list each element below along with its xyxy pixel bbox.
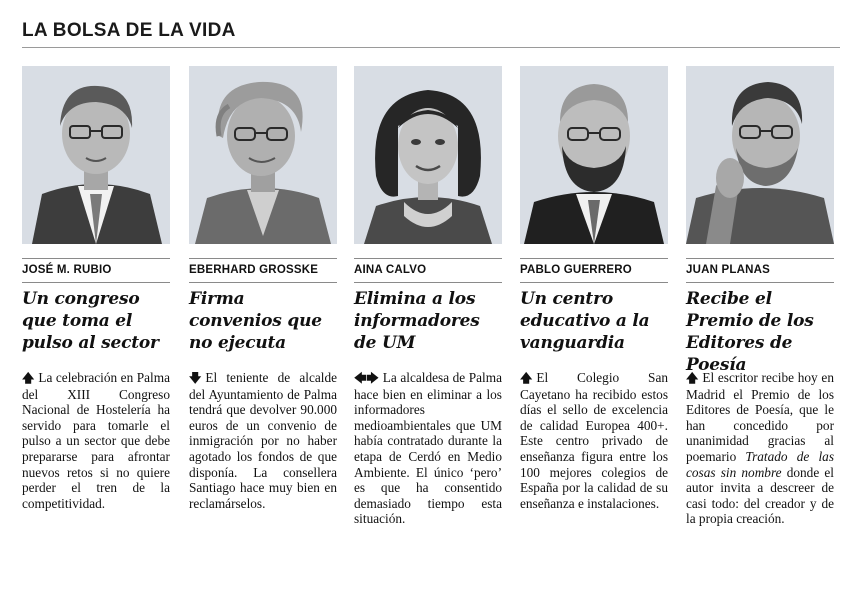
headline: Recibe el Premio de los Editores de Poesía: [686, 289, 814, 375]
title-divider: [22, 47, 840, 48]
book-title: Tratado de las cosas sin nombre: [686, 448, 835, 480]
arrow-up-icon: 🡅: [22, 371, 35, 385]
arrow-up-icon: 🡅: [686, 371, 699, 385]
name-rule: [22, 282, 170, 283]
name-rule: [189, 282, 337, 283]
portrait-2-image: [189, 66, 337, 244]
portrait-photo-5: [686, 66, 834, 244]
arrow-left-right-icon: 🡄🡆: [354, 371, 379, 385]
article-text: La alcaldesa de Palma hace bien en eliminar a los informadores medioambientales que UM había contratado durante la etapa de Cerdó en Medio Ambiente. El único ‘pero’ es que ha consentido demasiado tiempo esta situación.: [354, 370, 502, 527]
person-name: PABLO GUERRERO: [520, 264, 632, 276]
portrait-1-image: [22, 66, 170, 244]
portrait-3-image: [354, 66, 502, 244]
name-rule: [520, 282, 668, 283]
arrow-down-icon: 🡇: [189, 371, 202, 385]
article-text: El Colegio San Cayetano ha recibido estos días el sello de excelencia de calidad Europea 400+. Este centro privado de enseñanza figura entre los 100 mejores colegios de España por la calidad de su enseñanza e instalaciones.: [520, 370, 668, 511]
article-text: El teniente de alcalde del Ayuntamiento de Palma tendrá que devolver 90.000 euros de un convenio de inmigración por no haber agotado los fondos de que disponía. La consellera Santiago hace muy bien en reclamárselos.: [189, 370, 337, 511]
name-rule: [354, 282, 502, 283]
arrow-up-icon: 🡅: [520, 371, 533, 385]
person-name: EBERHARD GROSSKE: [189, 264, 319, 276]
article-body: [520, 370, 668, 511]
headline: Un centro educativo a la vanguardia: [520, 289, 650, 353]
headline: Firma convenios que no ejecuta: [189, 289, 322, 353]
profile-column-3: [354, 66, 502, 527]
person-name: JUAN PLANAS: [686, 264, 770, 276]
article-text: La celebración en Palma del XIII Congreso Nacional de Hostelería ha servido para tomarle el pulso a un sector que debe prepararse para afrontar nuevos retos si no quiere perder el tren de la competitividad.: [22, 370, 170, 511]
article-text: donde el autor invita a descreer de casi todo: del creador y de la propia creación.: [686, 464, 834, 527]
portrait-5-image: [686, 66, 834, 244]
portrait-4-image: [520, 66, 668, 244]
person-name: JOSÉ M. RUBIO: [22, 264, 112, 276]
headline: Elimina a los informadores de UM: [354, 289, 480, 353]
person-name: AINA CALVO: [354, 264, 427, 276]
portrait-photo-2: [189, 66, 337, 244]
article-body: [22, 370, 170, 511]
article-body: [189, 370, 337, 511]
headline: Un congreso que toma el pulso al sector: [22, 289, 159, 353]
section-title: LA BOLSA DE LA VIDA: [22, 20, 236, 41]
portrait-photo-3: [354, 66, 502, 244]
article-text: El escritor recibe hoy en Madrid el Premio de los Editores de Poesía, que le han concedido por unanimidad gracias al poemario: [686, 370, 834, 464]
profile-column-2: [189, 66, 337, 511]
portrait-photo-4: [520, 66, 668, 244]
profile-column-4: [520, 66, 668, 511]
article-body: [354, 370, 502, 527]
name-rule: [686, 282, 834, 283]
article-body: [686, 370, 834, 527]
portrait-photo-1: [22, 66, 170, 244]
profile-column-1: [22, 66, 170, 511]
profile-column-5: [686, 66, 834, 527]
